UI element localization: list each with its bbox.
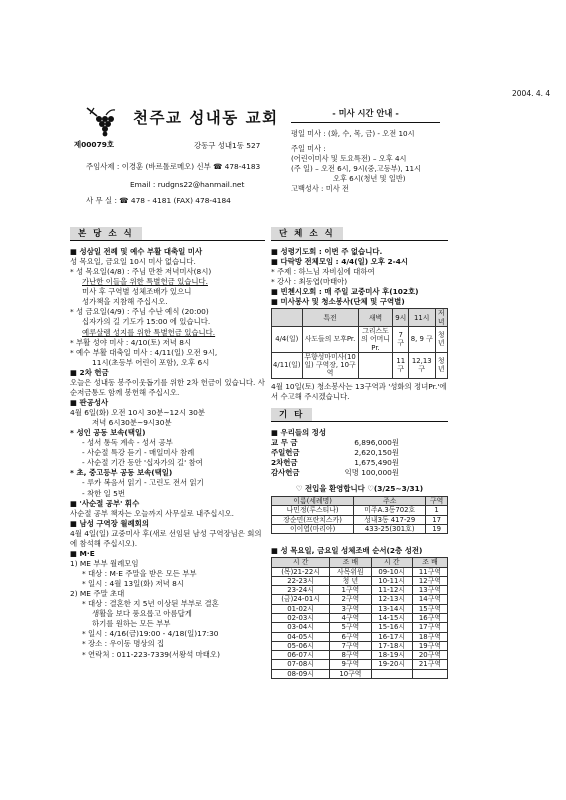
table-cell: 4/4(일): [272, 326, 303, 352]
table-row: [272, 352, 448, 378]
table-cell: 12구역: [412, 576, 447, 585]
mass-line: (주 일) – 오전 6시, 9시(중,고등부), 11시: [291, 163, 422, 173]
mass-line: 고백성사 : 미사 전: [291, 183, 349, 193]
news-line: 4월 6일(화) 오전 10시 30분~12시 30분: [70, 408, 205, 417]
table-cell: 18구역: [412, 632, 447, 641]
table-cell: 17구역: [412, 623, 447, 632]
news-line: ■ 남성 구역장 월례회의: [70, 518, 149, 528]
finance-row: [271, 448, 399, 458]
mass-schedule: [291, 103, 440, 205]
table-cell: 18-19시: [371, 651, 412, 660]
grape-cross-logo-icon: [84, 105, 118, 137]
table-header-cell: 새벽: [358, 309, 393, 327]
table-cell: 14구역: [412, 595, 447, 604]
table-header-cell: 9시: [393, 309, 409, 327]
table-cell: 09-10시: [371, 567, 412, 576]
table-header-cell: 이름(세례명): [272, 497, 354, 506]
table-cell: 11구역: [412, 567, 447, 576]
news-line: - 사순절 특강 듣기 - 매일미사 참례: [82, 448, 195, 458]
section-header: [70, 227, 265, 241]
table-cell: 1구역: [330, 586, 371, 595]
table-cell: 06-07시: [272, 651, 330, 660]
finance-row: [271, 458, 399, 468]
table-cell: 19-20시: [371, 660, 412, 669]
table-header-cell: 조 배: [330, 558, 371, 567]
church-address: 강동구 성내1동 527: [194, 141, 261, 150]
news-line: - 착한 일 5번: [82, 488, 125, 498]
news-line: ■ 성삼일 전례 및 예수 부활 대축일 미사: [70, 247, 203, 256]
table-cell: 12-13시: [371, 595, 412, 604]
news-line: ■ 다락방 전체모임 : 4/4(일) 오후 2-4시: [271, 257, 409, 267]
table-cell: 1: [426, 506, 448, 515]
table-row: [272, 567, 448, 576]
mass-lines: [291, 129, 421, 194]
table-cell: 7 구: [393, 326, 409, 352]
news-line: * 장소 : 우이동 명상의 집: [82, 639, 165, 649]
table-cell: 8구역: [330, 651, 371, 660]
section-header: [271, 408, 448, 422]
news-line: * 대상 : M·E 주말을 받은 모든 부부: [82, 569, 197, 578]
news-line: * 강사 : 최동엽(마태아): [271, 277, 348, 287]
finance-row: [271, 438, 399, 448]
table-cell: 01-02시: [272, 604, 330, 613]
table-cell: (금)24-01시: [272, 595, 330, 604]
parish-news-column: [70, 227, 265, 660]
table-cell: 4구역: [330, 614, 371, 623]
church-header: [74, 103, 289, 208]
news-line: * 일시 : 4월 13일(화) 저녁 8시: [82, 579, 184, 589]
table-cell: 사도들의 모후Pr.: [302, 326, 358, 352]
news-line: 오늘은 성내동 봉주이웃돕기를 위한 2차 헌금이 있습니다. 사순저금통도 함께 봉헌해 주십시오.: [70, 377, 265, 397]
table-cell: 11 구: [393, 352, 409, 378]
table-cell: 9구역: [330, 660, 371, 669]
news-line: ■ 2차 헌금: [70, 367, 109, 377]
news-line: - 성서 통독 계속 - 성서 공부: [82, 438, 173, 448]
finance-label: 주일헌금: [271, 447, 300, 457]
table-header-cell: 주소: [354, 497, 426, 506]
news-line: 저녁 6시30분~9시30분: [92, 418, 172, 428]
table-cell: 19구역: [412, 641, 447, 650]
table-header-cell: 시 간: [371, 558, 412, 567]
news-line: * 성인 공동 보속(택일): [70, 428, 146, 438]
email-info[interactable]: Email : rudgns22@hanmail.net: [130, 180, 245, 189]
table-cell: 4/11(일): [272, 352, 303, 378]
news-line: 2) ME 주말 초대: [70, 589, 125, 599]
table-row: [272, 632, 448, 641]
service-note: 4월 10일(토) 청소봉사는 13구역과 '성화의 정녀Pr.'에서 수고해 주시겠습니다.: [271, 381, 447, 401]
table-header-cell: 조 배: [412, 558, 447, 567]
news-line: 성 목요일, 금요일 10시 미사 없습니다.: [70, 257, 196, 267]
news-line: * 성 금요일(4/9) : 주님 수난 예식 (20:00): [70, 307, 209, 317]
table-cell: 2구역: [330, 595, 371, 604]
table-header-cell: 특전: [302, 309, 358, 327]
issue-number: 제00079호: [74, 140, 114, 149]
news-line: * 성 목요일(4/8) : 주님 만찬 저녁미사(8시): [70, 267, 212, 277]
table-header-cell: 구역: [426, 497, 448, 506]
table-cell: 청년: [435, 352, 448, 378]
finance-label: 교 무 금: [271, 437, 298, 447]
table-cell: 13구역: [412, 586, 447, 595]
group-news-column: [271, 227, 448, 679]
news-line: 성가책을 지참해 주십시오.: [82, 297, 168, 307]
news-line: ■ '사순절 공부' 휘수: [70, 498, 140, 508]
news-line: 십자가의 길 기도가 15:00 에 있습니다.: [82, 317, 211, 327]
table-row: [272, 326, 448, 352]
mass-line: 주일 미사 :: [291, 143, 326, 153]
table-cell: [412, 669, 447, 678]
divider: [70, 240, 265, 241]
adoration-table: [271, 557, 448, 679]
welcome-title: ♡ 전입을 환영합니다 ♡(3/25~3/31): [295, 484, 424, 494]
divider: [271, 421, 448, 422]
news-line: * 부활 성야 미사 : 4/10(토) 저녁 8시: [70, 337, 192, 347]
table-row: [272, 604, 448, 613]
table-cell: 장순민(프란치스카): [272, 515, 354, 524]
table-row: [272, 515, 448, 524]
table-cell: 청년: [435, 326, 448, 352]
section-title: 기 타: [271, 408, 312, 422]
news-line: ■ 판공성사: [70, 397, 109, 407]
table-cell: 07-08시: [272, 660, 330, 669]
finance-amount: 2,620,150원: [354, 447, 399, 457]
mass-title: - 미사 시간 안내 -: [332, 108, 399, 118]
news-line: 하기를 원하는 모든 부부: [92, 619, 171, 629]
table-cell: 20구역: [412, 651, 447, 660]
table-cell: 14-15시: [371, 614, 412, 623]
news-line: 가난한 이들을 위한 특별헌금 있습니다.: [82, 277, 208, 287]
church-name: 천주교 성내동 교회: [133, 108, 279, 127]
table-cell: 13-14시: [371, 604, 412, 613]
group-news-list: [271, 247, 448, 307]
table-cell: 03-04시: [272, 623, 330, 632]
finance-label: 2차헌금: [271, 457, 298, 467]
news-line: * 예수 부활 대축일 미사 : 4/11(일) 오전 9시,: [70, 347, 218, 357]
news-line: ■ 성령기도회 : 이번 주 없습니다.: [271, 247, 383, 256]
table-row: [272, 660, 448, 669]
news-line: 4월 4일(일) 교중미사 후(새로 선임된 남성 구역장님은 회의에 참석해 주십시오).: [70, 528, 262, 548]
table-row: [272, 524, 448, 533]
table-cell: 사목위원: [330, 567, 371, 576]
issue-date: 2004. 4. 4: [512, 89, 551, 98]
table-cell: 16구역: [412, 614, 447, 623]
table-cell: 3구역: [330, 604, 371, 613]
finance-amount: 1,675,490원: [354, 457, 399, 467]
finance-list: [271, 438, 399, 478]
section-title: 단 체 소 식: [271, 227, 343, 241]
table-row: [272, 651, 448, 660]
table-cell: 청 년: [330, 576, 371, 585]
news-line: * 일시 : 4/16(금)19:00 - 4/18(일)17:30: [82, 629, 219, 639]
table-cell: 12,13 구: [409, 352, 435, 378]
news-line: 사순절 공부 책자는 오늘까지 사무실로 내주십시오.: [70, 508, 235, 518]
table-cell: 10-11시: [371, 576, 412, 585]
news-line: ■ 미사봉사 및 청소봉사(단체 및 구역별): [271, 297, 405, 307]
news-line: - 사순절 기간 동안 '십자가의 길' 참여: [82, 458, 203, 468]
table-row: [272, 623, 448, 632]
table-cell: 08-09시: [272, 669, 330, 678]
table-cell: 나민정(루스티나): [272, 506, 354, 515]
news-line: ■ 빈첸시오회 : 매 주일 교중미사 후(102호): [271, 287, 419, 297]
mass-line: (어린이미사 및 토요특전) – 오후 4시: [291, 153, 407, 163]
table-header-cell: 저녁: [435, 309, 448, 327]
divider: [291, 122, 440, 123]
service-table: [271, 308, 448, 378]
finance-amount: 익명 100,000원: [344, 468, 399, 477]
welcome-table: [271, 496, 448, 534]
table-cell: 15구역: [412, 604, 447, 613]
table-row: [272, 506, 448, 515]
table-cell: 성내3동 417-29: [354, 515, 426, 524]
table-cell: 05-06시: [272, 641, 330, 650]
parish-news-list: [70, 247, 265, 660]
table-cell: [371, 669, 412, 678]
table-cell: 433-25(301호): [354, 524, 426, 533]
priest-info: 주임사제 : 이경훈 (바르톨로메오) 신부 ☎ 478-4183: [86, 162, 261, 171]
table-header-cell: [272, 309, 303, 327]
table-row: [272, 669, 448, 678]
table-cell: 11-12시: [371, 586, 412, 595]
table-cell: 22-23시: [272, 576, 330, 585]
section-title: 본 당 소 식: [70, 227, 142, 241]
finance-title: ■ 우리들의 정성: [271, 427, 326, 437]
table-cell: 10구역: [330, 669, 371, 678]
table-cell: [358, 352, 393, 378]
table-cell: 그리스도의 어머니Pr.: [358, 326, 393, 352]
office-info: 사 무 실 : ☎ 478 - 4181 (FAX) 478-4184: [86, 196, 231, 205]
news-line: 1) ME 부부 월례모임: [70, 558, 139, 568]
table-cell: 무향성마미사(10일) 구역장, 10구역: [302, 352, 358, 378]
table-row: [272, 576, 448, 585]
table-cell: 7구역: [330, 641, 371, 650]
table-cell: 19: [426, 524, 448, 533]
news-line: 생활을 보다 풍요롭고 아름답게: [92, 609, 192, 619]
table-cell: 5구역: [330, 623, 371, 632]
table-header-cell: 11시: [409, 309, 435, 327]
section-header: [271, 227, 448, 241]
news-line: - 루카 복음서 읽기 - 고린도 전서 읽기: [82, 478, 204, 488]
news-line: 예루살렘 성지를 위한 특별헌금 있습니다.: [82, 327, 216, 337]
news-line: * 초, 중고등부 공동 보속(택일): [70, 468, 173, 478]
divider: [271, 240, 448, 241]
table-row: [272, 641, 448, 650]
table-header-cell: 시 간: [272, 558, 330, 567]
table-cell: 16-17시: [371, 632, 412, 641]
table-cell: 02-03시: [272, 614, 330, 623]
news-line: * 주제 : 하느님 자비심에 대하여: [271, 267, 375, 277]
table-cell: 15-16시: [371, 623, 412, 632]
table-cell: 21구역: [412, 660, 447, 669]
finance-row: [271, 468, 399, 478]
table-cell: 이이엽(마리아): [272, 524, 354, 533]
mass-line: 오후 6시(청년 및 일반): [333, 173, 406, 183]
table-cell: 17-18시: [371, 641, 412, 650]
adoration-title: ■ 성 목요일, 금요일 성체조배 순서(2층 성전): [271, 546, 423, 556]
table-cell: 미주A.3동702호: [354, 506, 426, 515]
finance-label: 감사헌금: [271, 468, 300, 477]
table-cell: 23-24시: [272, 586, 330, 595]
news-line: 11시(초등부 어린이 포함), 오후 6시: [92, 357, 210, 367]
table-cell: 17: [426, 515, 448, 524]
news-line: ■ M·E: [70, 548, 95, 558]
table-row: [272, 614, 448, 623]
table-row: [272, 586, 448, 595]
table-cell: 6구역: [330, 632, 371, 641]
table-cell: 8, 9 구: [409, 326, 435, 352]
table-cell: 04-05시: [272, 632, 330, 641]
table-row: [272, 595, 448, 604]
news-line: * 대상 : 결혼한 지 5년 이상된 부부로 결혼: [82, 599, 219, 609]
finance-amount: 6,896,000원: [354, 437, 399, 447]
table-cell: (목)21-22시: [272, 567, 330, 576]
mass-line: 평일 미사 : (화, 수, 목, 금) - 오전 10시: [291, 129, 415, 138]
news-line: * 연락처 : 011-223-7339(서왕석 마태오): [82, 649, 220, 659]
news-line: 미사 후 구역별 성체조배가 있으니: [82, 287, 192, 297]
